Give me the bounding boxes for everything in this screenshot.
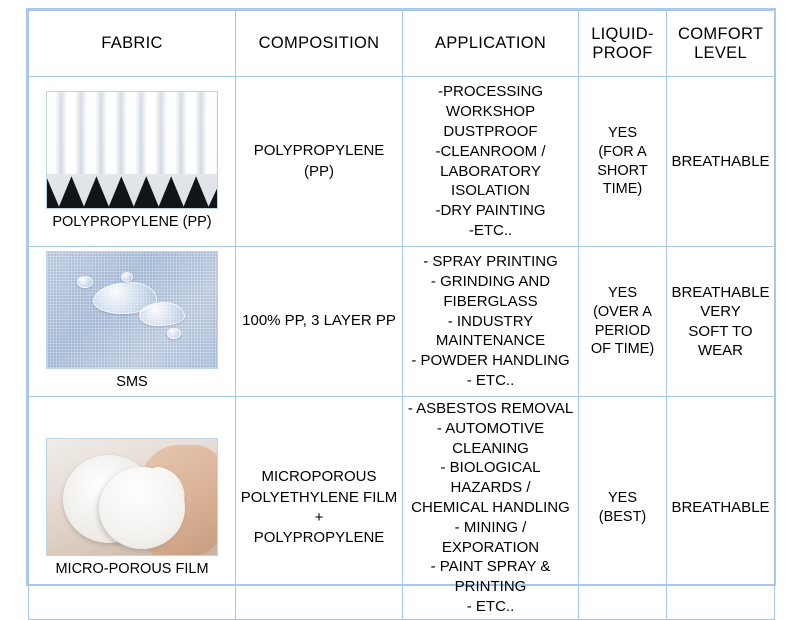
- application-line: - SPRAY PRINTING: [423, 253, 558, 271]
- application-line: LABORATORY: [440, 162, 541, 180]
- fabric-cell: [29, 247, 236, 397]
- comfort-level-cell: [667, 247, 775, 397]
- application-line: - ASBESTOS REMOVAL: [407, 400, 574, 417]
- fabric-caption-line1: MICRO-POROUS FILM: [55, 560, 209, 577]
- liquid-proof-line: YES: [607, 490, 637, 507]
- application-line: ISOLATION: [451, 182, 530, 200]
- comfort-level-line: BREATHABLE: [671, 283, 770, 301]
- column-header-composition: COMPOSITION: [236, 11, 403, 77]
- liquid-proof-cell: [579, 397, 667, 620]
- water-droplet: [139, 302, 185, 326]
- application-line: - BIOLOGICAL HAZARDS /: [440, 459, 541, 497]
- fabric-comparison-table: [28, 10, 775, 620]
- table-body: [29, 77, 775, 620]
- application-line: FIBERGLASS: [443, 292, 538, 310]
- fabric-caption-line1: SMS: [116, 374, 148, 391]
- film-disc: [99, 467, 185, 549]
- fabric-caption: [52, 214, 211, 231]
- application-line: - GRINDING AND: [430, 273, 551, 290]
- comfort-level-line: BREATHABLE: [671, 499, 770, 517]
- table-row: [29, 397, 775, 620]
- comfort-level-cell: [667, 77, 775, 247]
- composition-line: (PP): [304, 162, 334, 180]
- composition-line: 100% PP, 3 LAYER PP: [242, 312, 396, 330]
- water-droplet: [167, 328, 181, 339]
- micro-porous-film-image: [46, 438, 218, 556]
- application-line: - ETC..: [466, 597, 515, 615]
- column-header-comfort-level-line2: LEVEL: [694, 43, 747, 62]
- liquid-proof-line: PERIOD: [594, 322, 651, 339]
- fabric-caption-line1: POLYPROPYLENE: [52, 214, 179, 231]
- composition-line: POLYPROPYLENE: [253, 142, 385, 160]
- application-line: -PROCESSING WORKSHOP: [437, 83, 543, 121]
- column-header-comfort-level: [667, 11, 775, 77]
- sms-fabric-image: [46, 251, 218, 369]
- application-line: - INDUSTRY MAINTENANCE: [435, 312, 546, 350]
- table-header-row: [29, 11, 775, 77]
- composition-cell: [236, 77, 403, 247]
- column-header-liquid-proof-line2: PROOF: [592, 43, 653, 62]
- table-row: [29, 77, 775, 247]
- liquid-proof-line: OF TIME): [590, 341, 655, 358]
- application-line: - POWDER HANDLING: [411, 352, 570, 370]
- application-line: - ETC..: [466, 371, 515, 389]
- application-line: CHEMICAL HANDLING: [411, 498, 570, 516]
- comfort-level-line: BREATHABLE: [671, 152, 770, 170]
- fabric-cell: [29, 77, 236, 247]
- fabric-caption-line2: (PP): [182, 214, 212, 231]
- application-line: -ETC..: [468, 221, 513, 239]
- fabric-comparison-table-container: [26, 8, 776, 615]
- application-line: -DRY PAINTING: [435, 202, 546, 220]
- comfort-level-line: SOFT TO WEAR: [688, 322, 753, 359]
- fabric-caption: [55, 561, 208, 578]
- water-droplet: [77, 276, 93, 288]
- liquid-proof-cell: [579, 247, 667, 397]
- liquid-proof-line: (OVER A: [593, 303, 652, 320]
- column-header-liquid-proof-line1: LIQUID-: [591, 24, 654, 43]
- liquid-proof-cell: [579, 77, 667, 247]
- application-line: - MINING / EXPORATION: [441, 518, 540, 556]
- composition-line: POLYPROPYLENE: [253, 529, 385, 547]
- application-cell: [403, 397, 579, 620]
- column-header-comfort-level-line1: COMFORT: [678, 24, 763, 43]
- pleated-texture: [47, 92, 217, 174]
- liquid-proof-line: YES: [607, 124, 637, 141]
- table-row: [29, 247, 775, 397]
- fabric-caption: [116, 374, 147, 391]
- liquid-proof-line: SHORT: [597, 162, 648, 179]
- application-line: DUSTPROOF: [443, 122, 538, 140]
- liquid-proof-line: TIME): [602, 181, 643, 198]
- liquid-proof-line: YES: [607, 284, 637, 301]
- application-line: -CLEANROOM /: [435, 142, 546, 160]
- polypropylene-fabric-image: [46, 91, 218, 209]
- composition-cell: [236, 247, 403, 397]
- column-header-fabric: FABRIC: [29, 11, 236, 77]
- application-cell: [403, 77, 579, 247]
- fabric-cell: [29, 397, 236, 620]
- column-header-liquid-proof: [579, 11, 667, 77]
- comfort-level-line: VERY: [700, 303, 741, 320]
- table-header: [29, 11, 775, 77]
- composition-cell: [236, 397, 403, 620]
- application-line: - AUTOMOTIVE CLEANING: [436, 419, 545, 457]
- composition-line: MICROPOROUS: [261, 468, 377, 486]
- application-line: - PAINT SPRAY & PRINTING: [430, 558, 551, 596]
- composition-line: +: [314, 508, 324, 526]
- water-droplet: [121, 272, 133, 282]
- liquid-proof-line: (FOR A: [598, 143, 647, 160]
- column-header-application: APPLICATION: [403, 11, 579, 77]
- application-cell: [403, 247, 579, 397]
- liquid-proof-line: (BEST): [598, 508, 647, 525]
- comfort-level-cell: [667, 397, 775, 620]
- composition-line: POLYETHYLENE FILM: [240, 488, 398, 506]
